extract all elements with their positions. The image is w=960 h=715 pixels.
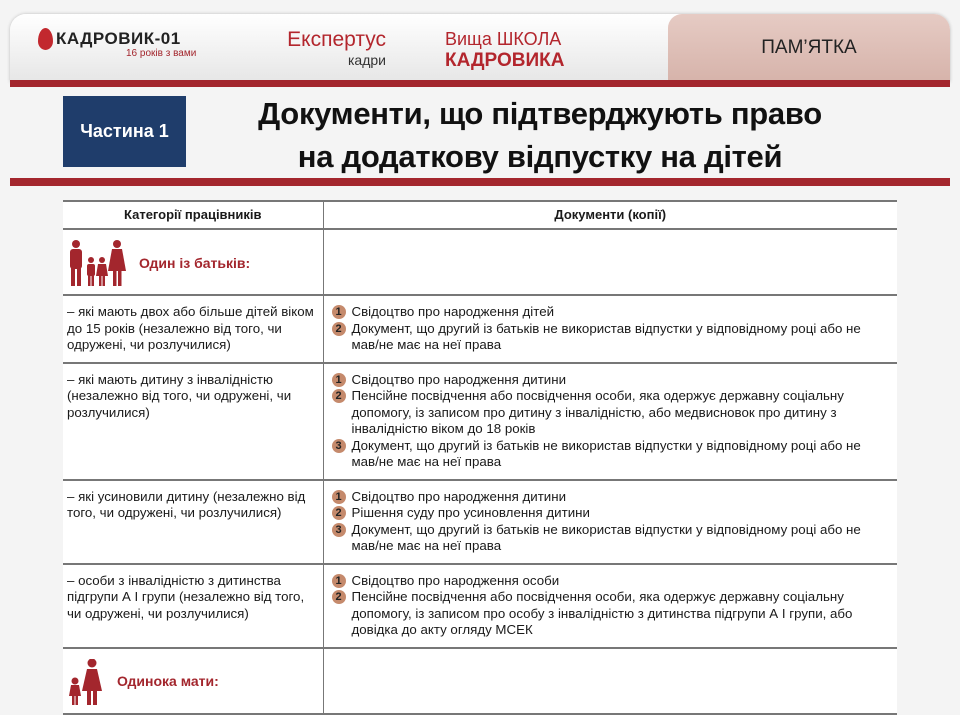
number-badge: 2 bbox=[332, 506, 346, 520]
document-item bbox=[332, 573, 892, 590]
school-sub: КАДРОВИКА bbox=[445, 50, 565, 71]
document-text: Пенсійне посвідчення або посвідчення особи, яка одержує державну соціальну допомогу, із записом про особу з інвалідністю з дитинства підгрупи А І групи, або довідка до акту огляду МСЕК bbox=[351, 589, 853, 637]
memo-tab: ПАМ’ЯТКА bbox=[668, 14, 950, 82]
logo-name: КАДРОВИК-01 bbox=[56, 29, 181, 48]
number-badge: 2 bbox=[332, 322, 346, 336]
document-item bbox=[332, 304, 892, 321]
document-text: Свідоцтво про народження дитини bbox=[351, 371, 567, 387]
document-item bbox=[332, 489, 892, 506]
table-row bbox=[63, 295, 897, 363]
school-logo bbox=[445, 29, 564, 72]
document-item bbox=[332, 505, 892, 522]
number-badge: 3 bbox=[332, 523, 346, 537]
documents-cell bbox=[323, 564, 897, 648]
column-header: Документи (копії) bbox=[323, 201, 897, 229]
group-label: Одинока мати: bbox=[117, 673, 219, 690]
school-name: Вища ШКОЛА bbox=[445, 29, 562, 49]
number-badge: 2 bbox=[332, 590, 346, 604]
group-row bbox=[63, 229, 897, 295]
table-row bbox=[63, 564, 897, 648]
document-text: Свідоцтво про народження дитини bbox=[351, 488, 567, 504]
group-row bbox=[63, 648, 897, 714]
number-badge: 2 bbox=[332, 389, 346, 403]
group-cell bbox=[63, 229, 323, 295]
table-row bbox=[63, 480, 897, 564]
document-text: Рішення суду про усиновлення дитини bbox=[351, 505, 590, 520]
document-text: Документ, що другий із батьків не використав відпустки у відповідному році або не мав/не має на неї права bbox=[351, 437, 861, 469]
document-item bbox=[332, 522, 892, 555]
page-title bbox=[200, 92, 880, 178]
kadrovyk-logo bbox=[38, 28, 196, 59]
expertus-sub: кадри bbox=[348, 52, 386, 68]
number-badge: 1 bbox=[332, 574, 346, 588]
number-badge: 1 bbox=[332, 305, 346, 319]
family-icon bbox=[67, 240, 129, 286]
logo-subtitle: 16 років з вами bbox=[126, 48, 197, 59]
title-line: Документи, що підтверджують право bbox=[258, 96, 822, 131]
category-cell: – які усиновили дитину (незалежно від того, чи одружені, чи розлучилися) bbox=[63, 480, 323, 564]
number-badge: 1 bbox=[332, 490, 346, 504]
document-text: Документ, що другий із батьків не використав відпустки у відповідному році або не мав/не має на неї права bbox=[351, 320, 861, 352]
divider bbox=[10, 80, 950, 87]
expertus-name: Експертус bbox=[287, 28, 386, 51]
empty-cell bbox=[323, 648, 897, 714]
header-bar bbox=[10, 14, 950, 82]
flame-icon bbox=[38, 28, 53, 50]
expertus-logo bbox=[268, 28, 386, 68]
document-item bbox=[332, 438, 892, 471]
documents-cell bbox=[323, 295, 897, 363]
number-badge: 3 bbox=[332, 439, 346, 453]
category-cell: – які мають дитину з інвалідністю (незалежно від того, чи одружені, чи розлучилися) bbox=[63, 363, 323, 480]
group-label: Один із батьків: bbox=[139, 254, 251, 271]
title-line: на додаткову відпустку на дітей bbox=[297, 139, 783, 174]
documents-cell bbox=[323, 480, 897, 564]
empty-cell bbox=[323, 229, 897, 295]
document-item bbox=[332, 388, 892, 438]
document-text: Документ, що другий із батьків не використав відпустки у відповідному році або не мав/не має на неї права bbox=[351, 521, 861, 553]
mother-child-icon bbox=[67, 659, 107, 705]
document-item bbox=[332, 589, 892, 639]
number-badge: 1 bbox=[332, 373, 346, 387]
document-text: Свідоцтво про народження дітей bbox=[351, 304, 555, 319]
group-cell bbox=[63, 648, 323, 714]
category-cell: – які мають двох або більше дітей віком до 15 років (незалежно від того, чи одружені, чи розлучилися) bbox=[63, 295, 323, 363]
document-text: Пенсійне посвідчення або посвідчення особи, яка одержує державну соціальну допомогу, із записом про дитину з інвалідністю, або медвисновок про дитину з інвалідністю віком до 18 років bbox=[351, 388, 844, 436]
category-cell: – особи з інвалідністю з дитинства підгрупи А І групи (незалежно від того, чи одружені, чи розлучилися) bbox=[63, 564, 323, 648]
table-row bbox=[63, 363, 897, 480]
divider bbox=[10, 178, 950, 186]
part-badge: Частина 1 bbox=[63, 96, 186, 167]
document-item bbox=[332, 321, 892, 354]
document-item bbox=[332, 372, 892, 389]
documents-table bbox=[63, 200, 897, 715]
document-text: Свідоцтво про народження особи bbox=[351, 572, 560, 588]
documents-cell bbox=[323, 363, 897, 480]
column-header: Категорії працівників bbox=[63, 201, 323, 229]
